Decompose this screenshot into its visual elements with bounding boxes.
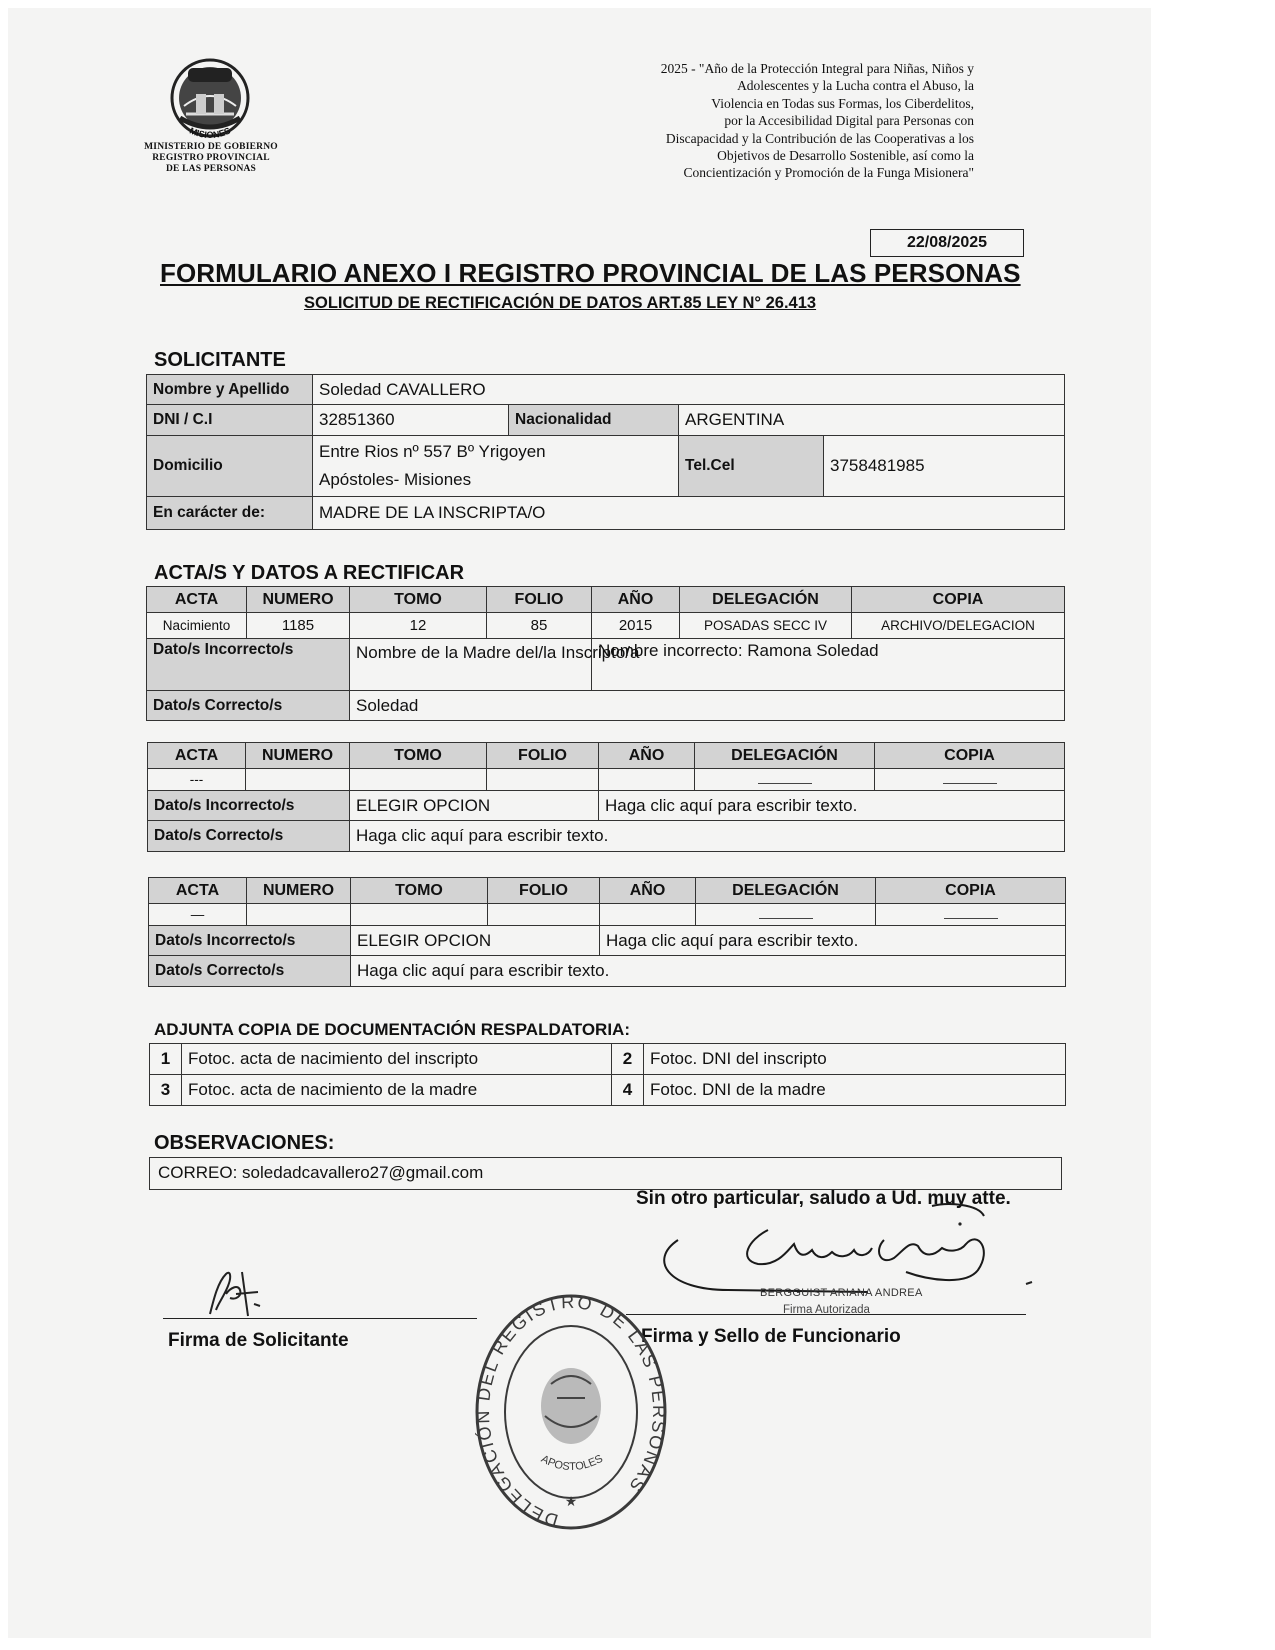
motto-line: Objetivos de Desarrollo Sostenible, así como la (717, 148, 974, 164)
documentation-table (149, 1043, 1066, 1106)
header-folio: FOLIO (488, 878, 600, 904)
nationality-label: Nacionalidad (509, 405, 679, 436)
motto-line: Concientización y Promoción de la Funga Misionera" (683, 165, 974, 181)
date-field[interactable]: 22/08/2025 (870, 229, 1024, 257)
correct-value-field[interactable]: Haga clic aquí para escribir texto. (351, 956, 1066, 987)
ministry-line: MINISTERIO DE GOBIERNO (144, 142, 278, 152)
doc-item-number: 3 (150, 1075, 182, 1106)
incorrect-data-label: Dato/s Incorrecto/s (147, 639, 350, 691)
header-tomo: TOMO (350, 587, 487, 613)
phone-label: Tel.Cel (679, 436, 824, 497)
provincial-crest-icon (154, 56, 266, 142)
acta-folio-field[interactable] (487, 769, 599, 791)
acta-folio-field[interactable]: 85 (487, 613, 592, 639)
solicitante-table (146, 374, 1065, 530)
doc-item-number: 4 (612, 1075, 644, 1106)
header-numero: NUMERO (247, 878, 351, 904)
correct-value-field[interactable]: Soledad (350, 691, 1065, 721)
acta-type-field[interactable]: — (149, 904, 247, 926)
header-tomo: TOMO (351, 878, 488, 904)
official-role: Firma Autorizada (783, 1304, 870, 1316)
header-copia: COPIA (852, 587, 1065, 613)
motto-line: Adolescentes y la Lucha contra el Abuso, la (737, 78, 974, 94)
stamp-inner-text: APOSTOLES (538, 1452, 605, 1474)
acta-number-field[interactable] (246, 769, 350, 791)
header-acta: ACTA (148, 743, 246, 769)
address-field[interactable] (313, 436, 679, 497)
document-page (8, 8, 1151, 1638)
acta-2-table (147, 742, 1065, 852)
acta-number-field[interactable]: 1185 (247, 613, 350, 639)
incorrect-field-select[interactable]: ELEGIR OPCION (350, 791, 599, 821)
ministry-line: DE LAS PERSONAS (165, 164, 257, 174)
section-title-actas: ACTA/S Y DATOS A RECTIFICAR (154, 562, 465, 584)
incorrect-data-label: Dato/s Incorrecto/s (148, 791, 350, 821)
role-field[interactable]: MADRE DE LA INSCRIPTA/O (313, 497, 1065, 530)
header-numero: NUMERO (246, 743, 350, 769)
acta-1-table (146, 586, 1065, 721)
motto-line: por la Accesibilidad Digital para Personas con (724, 113, 974, 129)
acta-3-table (148, 877, 1066, 987)
acta-year-field[interactable] (599, 769, 695, 791)
doc-item-text[interactable]: Fotoc. acta de nacimiento de la madre (182, 1075, 612, 1106)
applicant-signature-label: Firma de Solicitante (168, 1330, 349, 1351)
section-title-observaciones: OBSERVACIONES: (154, 1132, 335, 1154)
empty-dash (759, 918, 813, 919)
year-motto (478, 60, 974, 182)
name-field[interactable]: Soledad CAVALLERO (313, 375, 1065, 405)
dni-field[interactable]: 32851360 (313, 405, 509, 436)
applicant-signature-icon (196, 1264, 276, 1324)
acta-type-field[interactable]: Nacimiento (147, 613, 247, 639)
header-anio: AÑO (600, 878, 696, 904)
correct-data-label: Dato/s Correcto/s (147, 691, 350, 721)
acta-copia-field[interactable] (875, 769, 1065, 791)
acta-number-field[interactable] (247, 904, 351, 926)
acta-tomo-field[interactable] (351, 904, 488, 926)
header-delegacion: DELEGACIÓN (696, 878, 876, 904)
doc-item-text[interactable]: Fotoc. DNI del inscripto (644, 1044, 1066, 1075)
section-title-solicitante: SOLICITANTE (154, 349, 286, 371)
stamp-star-icon: ★ (564, 1493, 578, 1509)
acta-copia-field[interactable] (876, 904, 1066, 926)
address-label: Domicilio (147, 436, 313, 497)
acta-type-field[interactable]: --- (148, 769, 246, 791)
acta-delegacion-field[interactable]: POSADAS SECC IV (680, 613, 852, 639)
header-delegacion: DELEGACIÓN (695, 743, 875, 769)
incorrect-value-field[interactable]: Nombre incorrecto: Ramona Soledad (592, 639, 1065, 691)
incorrect-field-select[interactable]: Nombre de la Madre del/la Inscripto/a (350, 639, 592, 691)
official-name: BERGGUIST ARIANA ANDREA (760, 1287, 923, 1299)
header-copia: COPIA (875, 743, 1065, 769)
form-subtitle: SOLICITUD DE RECTIFICACIÓN DE DATOS ART.85 LEY N° 26.413 (304, 294, 817, 312)
nationality-field[interactable]: ARGENTINA (679, 405, 1065, 436)
doc-item-text[interactable]: Fotoc. acta de nacimiento del inscripto (182, 1044, 612, 1075)
doc-item-text[interactable]: Fotoc. DNI de la madre (644, 1075, 1066, 1106)
header-folio: FOLIO (487, 587, 592, 613)
correct-data-label: Dato/s Correcto/s (149, 956, 351, 987)
header-tomo: TOMO (350, 743, 487, 769)
correct-value-field[interactable]: Haga clic aquí para escribir texto. (350, 821, 1065, 852)
closing-text: Sin otro particular, saludo a Ud. muy atte. (636, 1188, 1011, 1209)
header-anio: AÑO (599, 743, 695, 769)
acta-tomo-field[interactable]: 12 (350, 613, 487, 639)
registry-stamp-icon (471, 1288, 671, 1533)
ministry-logo-block (116, 56, 306, 175)
acta-folio-field[interactable] (488, 904, 600, 926)
official-signature-label: Firma y Sello de Funcionario (641, 1326, 901, 1347)
address-line-2: Apóstoles- Misiones (319, 470, 472, 489)
svg-text:APOSTOLES (539, 1453, 605, 1473)
empty-dash (943, 783, 997, 784)
official-signature-line (626, 1314, 1026, 1315)
header-anio: AÑO (592, 587, 680, 613)
header-copia: COPIA (876, 878, 1066, 904)
address-line-1: Entre Rios nº 557 Bº Yrigoyen (319, 442, 546, 461)
header-acta: ACTA (147, 587, 247, 613)
incorrect-field-select[interactable]: ELEGIR OPCION (351, 926, 600, 956)
stamp-ring-text: DELEGACIÓN DEL REGISTRO DE LAS PERSONAS (472, 1291, 670, 1531)
acta-year-field[interactable]: 2015 (592, 613, 680, 639)
dni-label: DNI / C.I (147, 405, 313, 436)
doc-item-number: 2 (612, 1044, 644, 1075)
header-delegacion: DELEGACIÓN (680, 587, 852, 613)
acta-copia-field[interactable]: ARCHIVO/DELEGACION (852, 613, 1065, 639)
empty-dash (944, 918, 998, 919)
motto-line: 2025 - "Año de la Protección Integral para Niñas, Niños y (660, 61, 974, 76)
form-title: FORMULARIO ANEXO I REGISTRO PROVINCIAL DE LAS PERSONAS (160, 258, 1021, 288)
header-acta: ACTA (149, 878, 247, 904)
section-title-documentacion: ADJUNTA COPIA DE DOCUMENTACIÓN RESPALDATORIA: (154, 1020, 630, 1039)
motto-line: Discapacidad y la Contribución de las Cooperativas a los (665, 130, 974, 146)
ministry-line: REGISTRO PROVINCIAL (152, 153, 270, 163)
crest-label: MISIONES (188, 125, 232, 141)
header-folio: FOLIO (487, 743, 599, 769)
role-label: En carácter de: (147, 497, 313, 530)
acta-delegacion-field[interactable] (696, 904, 876, 926)
incorrect-data-label: Dato/s Incorrecto/s (149, 926, 351, 956)
phone-field[interactable]: 3758481985 (824, 436, 1065, 497)
observations-field[interactable]: CORREO: soledadcavallero27@gmail.com (149, 1157, 1062, 1190)
doc-item-number: 1 (150, 1044, 182, 1075)
empty-dash (758, 783, 812, 784)
incorrect-value-field[interactable]: Haga clic aquí para escribir texto. (599, 791, 1065, 821)
acta-delegacion-field[interactable] (695, 769, 875, 791)
correct-data-label: Dato/s Correcto/s (148, 821, 350, 852)
motto-line: Violencia en Todas sus Formas, los Ciberdelitos, (711, 95, 974, 111)
acta-tomo-field[interactable] (350, 769, 487, 791)
acta-year-field[interactable] (600, 904, 696, 926)
incorrect-value-field[interactable]: Haga clic aquí para escribir texto. (600, 926, 1066, 956)
header-numero: NUMERO (247, 587, 350, 613)
applicant-signature-line (163, 1318, 477, 1319)
name-label: Nombre y Apellido (147, 375, 313, 405)
